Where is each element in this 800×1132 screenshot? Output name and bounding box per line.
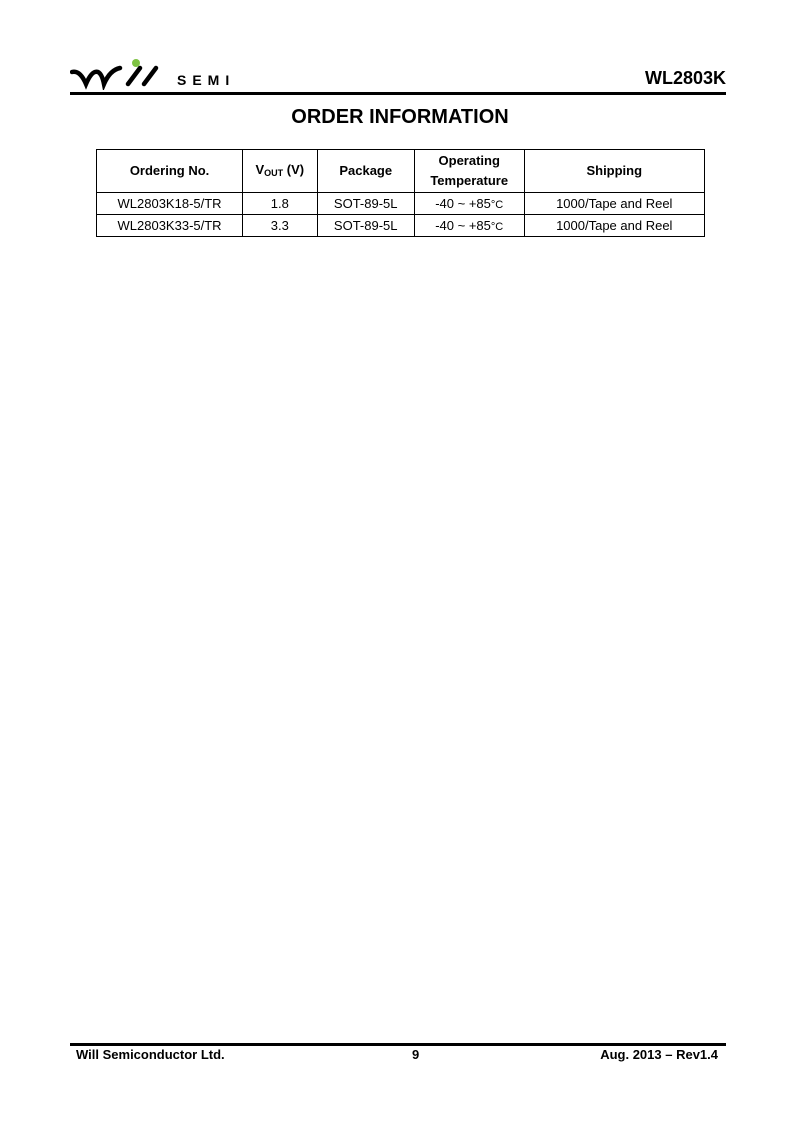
cell-shipping: 1000/Tape and Reel xyxy=(524,193,704,215)
vout-label: V xyxy=(255,161,265,177)
cell-vout: 3.3 xyxy=(243,215,317,237)
header-operating-temperature xyxy=(414,150,524,193)
footer-page-number: 9 xyxy=(412,1047,420,1062)
cell-package: SOT-89-5L xyxy=(317,193,414,215)
logo-text-semi: SEMI xyxy=(177,72,236,88)
temp-range: -40 ~ +85 xyxy=(435,218,491,233)
cell-ordering-no: WL2803K33-5/TR xyxy=(97,215,243,237)
header-ordering-no: Ordering No. xyxy=(97,150,243,193)
vout-unit: (V) xyxy=(283,161,305,177)
header-divider xyxy=(70,92,726,95)
table-row xyxy=(97,215,705,237)
table-header-row xyxy=(97,150,705,193)
cell-ordering-no: WL2803K18-5/TR xyxy=(97,193,243,215)
header-vout xyxy=(243,150,317,193)
header-temp-line2: Temperature xyxy=(430,173,509,188)
will-semi-logo xyxy=(70,58,250,90)
footer-company: Will Semiconductor Ltd. xyxy=(76,1047,225,1062)
temp-unit: °C xyxy=(490,199,504,211)
order-information-table xyxy=(96,149,705,237)
header-temp-line1: Operating xyxy=(438,153,500,168)
vout-subscript: OUT xyxy=(264,167,284,178)
cell-package: SOT-89-5L xyxy=(317,215,414,237)
cell-vout: 1.8 xyxy=(243,193,317,215)
header-shipping: Shipping xyxy=(524,150,704,193)
header-part-number: WL2803K xyxy=(644,68,726,88)
table-row xyxy=(97,193,705,215)
temp-range: -40 ~ +85 xyxy=(435,196,491,211)
temp-unit: °C xyxy=(490,221,504,233)
will-logo-icon xyxy=(70,58,175,90)
cell-temperature xyxy=(414,193,524,215)
cell-temperature xyxy=(414,215,524,237)
cell-shipping: 1000/Tape and Reel xyxy=(524,215,704,237)
footer-divider xyxy=(70,1043,726,1046)
section-title: ORDER INFORMATION xyxy=(291,106,509,128)
footer-revision: Aug. 2013 – Rev1.4 xyxy=(600,1047,718,1062)
page-header xyxy=(70,56,726,96)
header-package: Package xyxy=(317,150,414,193)
